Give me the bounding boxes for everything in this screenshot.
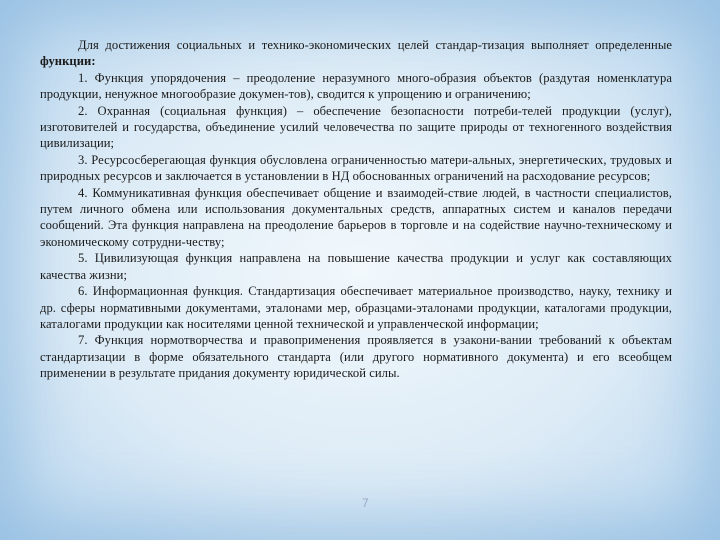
function-3-paragraph: 3. Ресурсосберегающая функция обусловлена ограниченностью матери-альных, энергетических, трудовых и природных ресурсов и заключается в установлении в НД обоснованных ограничений на расходование ресурсов; (40, 152, 672, 184)
intro-text: Для достижения социальных и технико-экономических целей стандар-тизация выполняет определенные (78, 38, 672, 52)
intro-paragraph (40, 37, 672, 70)
function-1-paragraph: 1. Функция упорядочения – преодоление неразумного много-образия объектов (раздутая номенклатура продукции, ненужное многообразие докумен-тов), сводится к упрощению и ограничению; (40, 70, 672, 102)
function-7-paragraph: 7. Функция нормотворчества и правоприменения проявляется в узакони-вании требований к объектам стандартизации в форме обязательного стандарта (или другого нормативного документа) и его всеобщем применении в результате придания документу юридической силы. (40, 333, 672, 381)
function-6-paragraph: 6. Информационная функция. Стандартизация обеспечивает материальное производство, науку, технику и др. сферы нормативными документами, эталонами мер, образцами-эталонами продукции, каталогами продукции, каталогами продукции как носителями ценной технической и управленческой информации; (40, 284, 672, 331)
document-text (40, 37, 672, 382)
page-number: 7 (362, 496, 369, 510)
function-2-paragraph: 2. Охранная (социальная функция) – обеспечение безопасности потреби-телей продукции (услуг), изготовителей и государства, объединение усилий человечества по защите природы от техногенного воздействия цивилизации; (40, 103, 672, 151)
function-5-paragraph: 5. Цивилизующая функция направлена на повышение качества продукции и услуг как составляющих качества жизни; (40, 251, 672, 282)
function-4-paragraph: 4. Коммуникативная функция обеспечивает общение и взаимодей-ствие людей, в частности специалистов, путем личного обмена или использования документальных средств, аппаратных систем и каналов передачи сообщений. Эта функция направлена на преодоление барьеров в торговле и на содействие научно-техническому и экономическому сотрудни-честву; (40, 185, 672, 249)
intro-bold-term: функции: (40, 54, 96, 69)
